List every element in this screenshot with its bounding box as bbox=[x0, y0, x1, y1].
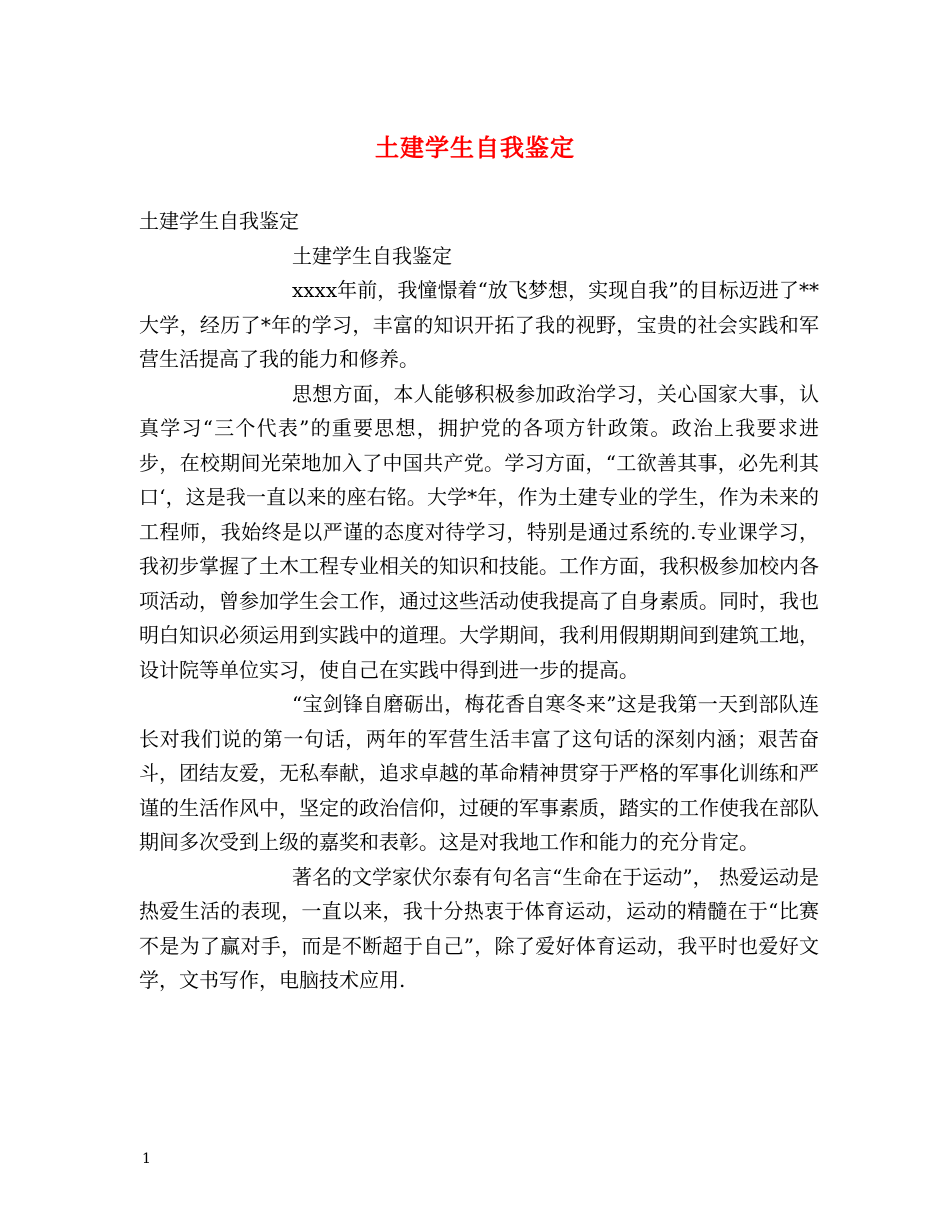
paragraph-military-life: “宝剑锋自磨砺出，梅花香自寒冬来”这是我第一天到部队连长对我们说的第一句话，两年的军营生活丰富了这句话的深刻内涵；艰苦奋斗，团结友爱，无私奉献，追求卓越的革命精神贯穿于严格的军事化训练和严谨的生活作风中，坚定的政治信仰，过硬的军事素质，踏实的工作使我在部队期间多次受到上级的嘉奖和表彰。这是对我地工作和能力的充分肯定。 bbox=[139, 692, 819, 854]
paragraph-hobbies: 著名的文学家伏尔泰有句名言“生命在于运动”， 热爱运动是热爱生活的表现，一直以来，我十分热衷于体育运动，运动的精髓在于“比赛不是为了赢对手，而是不断超于自己”，除了爱好体育运动，我平时也爱好文学，文书写作，电脑技术应用. bbox=[139, 864, 819, 992]
paragraph-thought-study-work: 思想方面，本人能够积极参加政治学习，关心国家大事，认真学习“三个代表”的重要思想，拥护党的各项方针政策。政治上我要求进步，在校期间光荣地加入了中国共产党。学习方面，“工欲善其事，必先利其口‘，这是我一直以来的座右铭。大学*年，作为土建专业的学生，作为未来的工程师，我始终是以严谨的态度对待学习，特别是通过系统的.专业课学习，我初步掌握了土木工程专业相关的知识和技能。工作方面，我积极参加校内各项活动，曾参加学生会工作，通过这些活动使我提高了自身素质。同时，我也明白知识必须运用到实践中的道理。大学期间，我利用假期期间到建筑工地，设计院等单位实习，使自己在实践中得到进一步的提高。 bbox=[139, 381, 819, 682]
paragraph-heading-repeat: 土建学生自我鉴定 bbox=[139, 209, 299, 233]
document-body bbox=[139, 204, 819, 998]
document-title: 土建学生自我鉴定 bbox=[375, 133, 575, 162]
paragraph-subheading: 土建学生自我鉴定 bbox=[292, 243, 452, 268]
page-number: 1 bbox=[142, 1151, 151, 1167]
paragraph-intro: xxxx年前，我憧憬着“放飞梦想，实现自我”的目标迈进了**大学，经历了*年的学习，丰富的知识开拓了我的视野，宝贵的社会实践和军营生活提高了我的能力和修养。 bbox=[139, 278, 819, 371]
